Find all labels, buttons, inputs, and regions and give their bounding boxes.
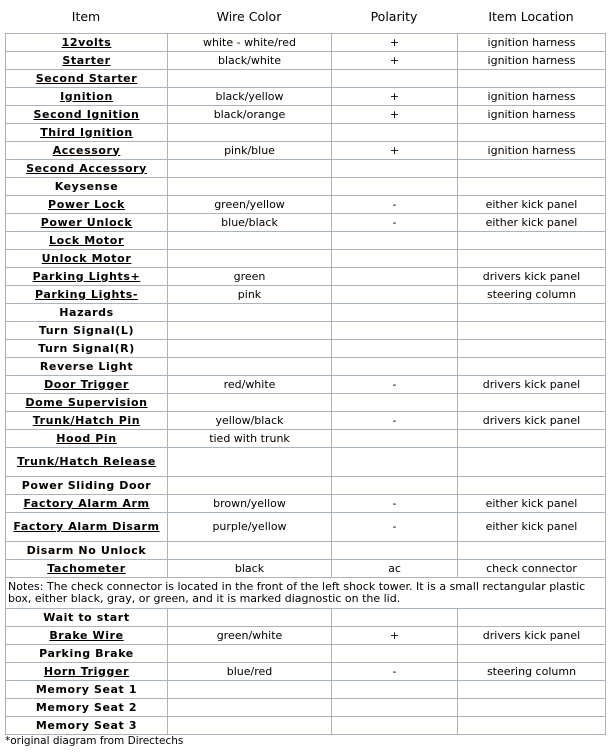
- wire-color-cell: [168, 70, 332, 88]
- polarity-cell: [332, 681, 458, 699]
- wire-color-cell: green: [168, 268, 332, 286]
- table-row: [6, 448, 606, 477]
- location-cell: drivers kick panel: [458, 412, 606, 430]
- wire-color-cell: [168, 250, 332, 268]
- polarity-cell: [332, 160, 458, 178]
- item-cell[interactable]: Starter: [6, 52, 168, 70]
- table-row: [6, 160, 606, 178]
- item-cell[interactable]: Ignition: [6, 88, 168, 106]
- item-cell: Memory Seat 3: [6, 717, 168, 735]
- table-row: [6, 304, 606, 322]
- polarity-cell: [332, 358, 458, 376]
- location-cell: check connector: [458, 560, 606, 578]
- polarity-cell: -: [332, 196, 458, 214]
- item-cell[interactable]: Horn Trigger: [6, 663, 168, 681]
- polarity-cell: -: [332, 513, 458, 542]
- table-row: [6, 412, 606, 430]
- wire-color-cell: pink/blue: [168, 142, 332, 160]
- polarity-cell: [332, 286, 458, 304]
- table-row: [6, 394, 606, 412]
- polarity-cell: [332, 70, 458, 88]
- location-cell: [458, 609, 606, 627]
- polarity-cell: [332, 448, 458, 477]
- polarity-cell: -: [332, 214, 458, 232]
- wire-color-cell: black/yellow: [168, 88, 332, 106]
- wire-color-cell: [168, 340, 332, 358]
- location-cell: [458, 322, 606, 340]
- item-cell: Memory Seat 2: [6, 699, 168, 717]
- item-cell[interactable]: Parking Lights+: [6, 268, 168, 286]
- item-cell[interactable]: 12volts: [6, 34, 168, 52]
- notes-text: Notes: The check connector is located in the front of the left shock tower. It is a small rectangular plastic box, either black, gray, or green, and it is marked diagnostic on the lid.: [6, 578, 606, 609]
- table-row: [6, 340, 606, 358]
- table-row: [6, 124, 606, 142]
- table-row: [6, 681, 606, 699]
- wire-color-cell: [168, 178, 332, 196]
- wire-color-cell: [168, 681, 332, 699]
- header-wire-color: Wire Color: [216, 9, 282, 24]
- item-cell: Turn Signal(L): [6, 322, 168, 340]
- polarity-cell: +: [332, 106, 458, 124]
- item-cell[interactable]: Trunk/Hatch Release: [6, 448, 168, 477]
- location-cell: either kick panel: [458, 495, 606, 513]
- location-cell: [458, 394, 606, 412]
- table-row: [6, 663, 606, 681]
- wire-color-cell: green/yellow: [168, 196, 332, 214]
- location-cell: [458, 304, 606, 322]
- polarity-cell: [332, 430, 458, 448]
- location-cell: ignition harness: [458, 52, 606, 70]
- item-cell[interactable]: Power Unlock: [6, 214, 168, 232]
- item-cell: Keysense: [6, 178, 168, 196]
- item-cell: Disarm No Unlock: [6, 542, 168, 560]
- polarity-cell: [332, 699, 458, 717]
- polarity-cell: [332, 645, 458, 663]
- wire-color-cell: white - white/red: [168, 34, 332, 52]
- item-cell: Wait to start: [6, 609, 168, 627]
- wire-color-cell: pink: [168, 286, 332, 304]
- location-cell: [458, 477, 606, 495]
- wire-color-cell: black/orange: [168, 106, 332, 124]
- item-cell[interactable]: Third Ignition: [6, 124, 168, 142]
- item-cell[interactable]: Hood Pin: [6, 430, 168, 448]
- table-row: [6, 609, 606, 627]
- location-cell: steering column: [458, 286, 606, 304]
- wire-color-cell: [168, 124, 332, 142]
- polarity-cell: -: [332, 412, 458, 430]
- wire-color-cell: red/white: [168, 376, 332, 394]
- polarity-cell: [332, 232, 458, 250]
- polarity-cell: ac: [332, 560, 458, 578]
- location-cell: ignition harness: [458, 88, 606, 106]
- polarity-cell: [332, 124, 458, 142]
- location-cell: either kick panel: [458, 513, 606, 542]
- polarity-cell: [332, 542, 458, 560]
- wire-color-cell: [168, 645, 332, 663]
- notes-row: [6, 578, 606, 609]
- location-cell: [458, 160, 606, 178]
- polarity-cell: -: [332, 495, 458, 513]
- table-row: [6, 717, 606, 735]
- location-cell: [458, 70, 606, 88]
- polarity-cell: [332, 178, 458, 196]
- wire-color-cell: [168, 322, 332, 340]
- wire-color-cell: [168, 232, 332, 250]
- item-cell[interactable]: Second Ignition: [6, 106, 168, 124]
- item-cell: Reverse Light: [6, 358, 168, 376]
- polarity-cell: +: [332, 34, 458, 52]
- table-row: [6, 214, 606, 232]
- item-cell: Memory Seat 1: [6, 681, 168, 699]
- item-cell[interactable]: Unlock Motor: [6, 250, 168, 268]
- location-cell: [458, 358, 606, 376]
- item-cell[interactable]: Second Starter: [6, 70, 168, 88]
- location-cell: drivers kick panel: [458, 268, 606, 286]
- item-cell[interactable]: Factory Alarm Arm: [6, 495, 168, 513]
- table-row: [6, 645, 606, 663]
- wire-color-cell: brown/yellow: [168, 495, 332, 513]
- location-cell: either kick panel: [458, 214, 606, 232]
- table-row: [6, 232, 606, 250]
- item-cell: Parking Brake: [6, 645, 168, 663]
- location-cell: [458, 681, 606, 699]
- location-cell: [458, 542, 606, 560]
- table-row: [6, 106, 606, 124]
- polarity-cell: +: [332, 88, 458, 106]
- item-cell[interactable]: Parking Lights-: [6, 286, 168, 304]
- location-cell: steering column: [458, 663, 606, 681]
- item-cell[interactable]: Dome Supervision: [6, 394, 168, 412]
- location-cell: [458, 178, 606, 196]
- item-cell: Power Sliding Door: [6, 477, 168, 495]
- location-cell: [458, 250, 606, 268]
- location-cell: [458, 717, 606, 735]
- table-row: [6, 286, 606, 304]
- polarity-cell: -: [332, 376, 458, 394]
- item-cell[interactable]: Door Trigger: [6, 376, 168, 394]
- location-cell: either kick panel: [458, 196, 606, 214]
- wire-color-cell: blue/red: [168, 663, 332, 681]
- item-cell: Turn Signal(R): [6, 340, 168, 358]
- wire-color-cell: [168, 542, 332, 560]
- location-cell: [458, 124, 606, 142]
- wire-table: [5, 33, 606, 735]
- table-row: [6, 513, 606, 542]
- wire-color-cell: [168, 717, 332, 735]
- location-cell: ignition harness: [458, 34, 606, 52]
- item-cell[interactable]: Brake Wire: [6, 627, 168, 645]
- table-row: [6, 358, 606, 376]
- polarity-cell: [332, 609, 458, 627]
- source-footnote: *original diagram from Directechs: [5, 735, 184, 747]
- polarity-cell: -: [332, 663, 458, 681]
- wire-color-cell: [168, 358, 332, 376]
- wire-color-cell: [168, 160, 332, 178]
- header-polarity: Polarity: [370, 9, 418, 24]
- wire-color-cell: [168, 448, 332, 477]
- polarity-cell: [332, 394, 458, 412]
- table-row: [6, 142, 606, 160]
- wire-color-cell: green/white: [168, 627, 332, 645]
- table-row: [6, 376, 606, 394]
- polarity-cell: [332, 304, 458, 322]
- table-row: [6, 88, 606, 106]
- table-row: [6, 34, 606, 52]
- location-cell: [458, 430, 606, 448]
- wire-color-cell: purple/yellow: [168, 513, 332, 542]
- location-cell: ignition harness: [458, 142, 606, 160]
- location-cell: drivers kick panel: [458, 376, 606, 394]
- location-cell: drivers kick panel: [458, 627, 606, 645]
- wire-color-cell: [168, 304, 332, 322]
- wire-color-cell: [168, 699, 332, 717]
- polarity-cell: [332, 340, 458, 358]
- table-row: [6, 699, 606, 717]
- table-row: [6, 430, 606, 448]
- table-row: [6, 560, 606, 578]
- polarity-cell: [332, 268, 458, 286]
- table-row: [6, 70, 606, 88]
- table-row: [6, 178, 606, 196]
- location-cell: ignition harness: [458, 106, 606, 124]
- table-row: [6, 52, 606, 70]
- table-row: [6, 477, 606, 495]
- wire-color-cell: yellow/black: [168, 412, 332, 430]
- wire-color-cell: [168, 477, 332, 495]
- table-header: [5, 0, 605, 33]
- item-cell[interactable]: Power Lock: [6, 196, 168, 214]
- polarity-cell: [332, 477, 458, 495]
- polarity-cell: +: [332, 52, 458, 70]
- table-row: [6, 627, 606, 645]
- item-cell[interactable]: Factory Alarm Disarm: [6, 513, 168, 542]
- wire-table-body: [6, 34, 606, 735]
- table-row: [6, 322, 606, 340]
- wire-color-cell: [168, 609, 332, 627]
- table-row: [6, 268, 606, 286]
- wire-color-cell: [168, 394, 332, 412]
- table-row: [6, 495, 606, 513]
- item-cell[interactable]: Lock Motor: [6, 232, 168, 250]
- table-row: [6, 542, 606, 560]
- header-item-location: Item Location: [488, 9, 574, 24]
- wire-color-cell: black: [168, 560, 332, 578]
- polarity-cell: [332, 322, 458, 340]
- table-row: [6, 196, 606, 214]
- polarity-cell: +: [332, 627, 458, 645]
- item-cell[interactable]: Second Accessory: [6, 160, 168, 178]
- location-cell: [458, 699, 606, 717]
- polarity-cell: [332, 250, 458, 268]
- table-row: [6, 250, 606, 268]
- item-cell[interactable]: Trunk/Hatch Pin: [6, 412, 168, 430]
- location-cell: [458, 340, 606, 358]
- item-cell[interactable]: Tachometer: [6, 560, 168, 578]
- wire-color-cell: black/white: [168, 52, 332, 70]
- header-item: Item: [71, 9, 101, 24]
- polarity-cell: +: [332, 142, 458, 160]
- item-cell: Hazards: [6, 304, 168, 322]
- location-cell: [458, 232, 606, 250]
- wire-color-cell: blue/black: [168, 214, 332, 232]
- polarity-cell: [332, 717, 458, 735]
- item-cell[interactable]: Accessory: [6, 142, 168, 160]
- wire-color-cell: tied with trunk: [168, 430, 332, 448]
- location-cell: [458, 645, 606, 663]
- location-cell: [458, 448, 606, 477]
